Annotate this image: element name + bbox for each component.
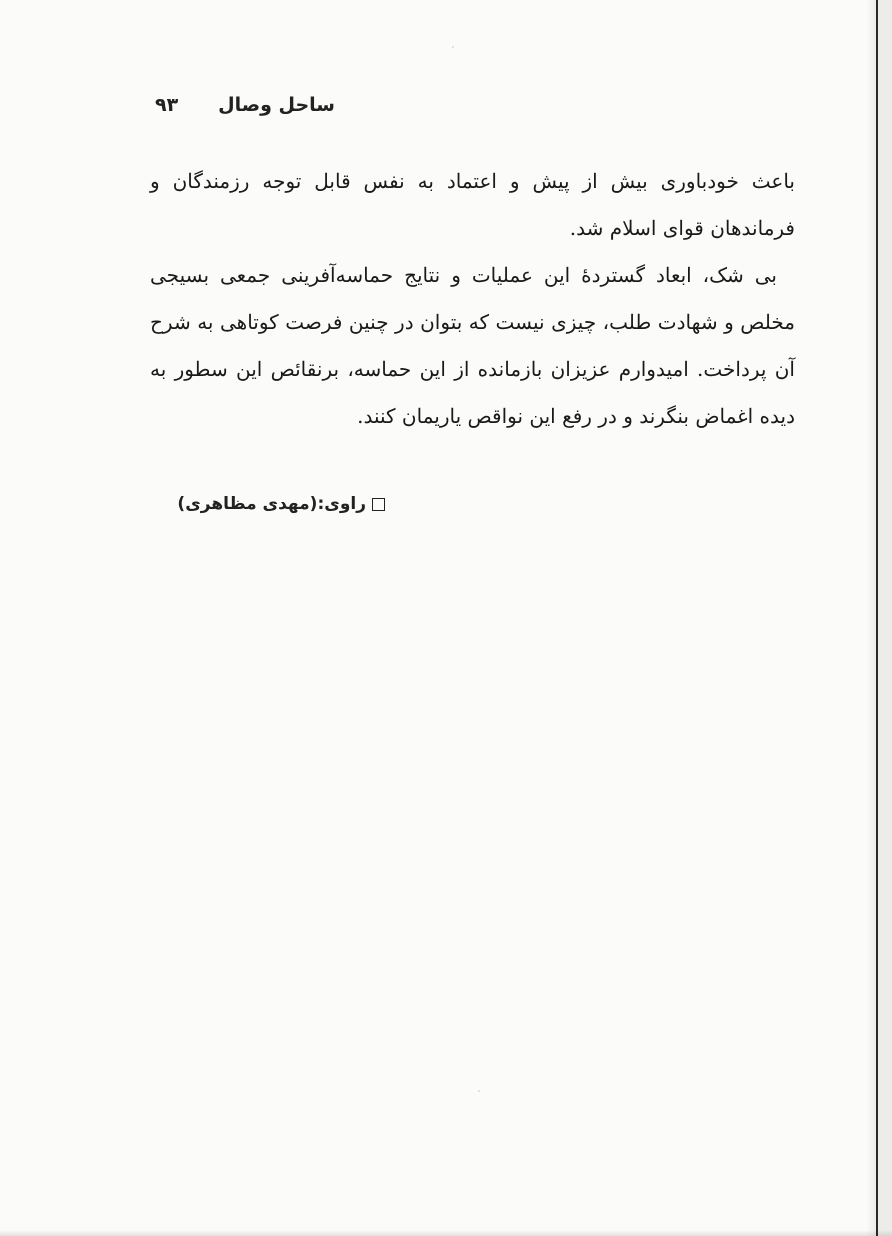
paper-speck (478, 1090, 480, 1092)
page-edge (876, 0, 878, 1236)
paper-speck (452, 46, 454, 48)
square-box-icon (372, 498, 385, 511)
page-bottom-edge (0, 1230, 892, 1236)
page-edge-shadow (866, 0, 876, 1236)
body-text (150, 158, 795, 440)
book-title: ساحل وصال (218, 94, 335, 116)
page-number: ۹۳ (155, 94, 179, 116)
running-header (155, 94, 335, 124)
scanner-margin (878, 0, 892, 1236)
narrator-text: راوی:(مهدی مظاهری) (177, 494, 366, 514)
paragraph: بی شک، ابعاد گستردهٔ این عملیات و نتایج حماسه‌آفرینی جمعی بسیجی مخلص و شهادت طلب، چیزی نیست که بتوان در چنین فرصت کوتاهی به شرح آن پرداخت. امیدوارم عزیزان بازمانده از این حماسه، برنقائص این سطور به دیده اغماض بنگرند و در رفع این نواقص یاریمان کنند. (150, 263, 795, 428)
narrator-credit (160, 494, 385, 514)
paragraph: باعث خودباوری بیش از پیش و اعتماد به نفس قابل توجه رزمندگان و فرماندهان قوای اسلام شد. (150, 169, 795, 240)
